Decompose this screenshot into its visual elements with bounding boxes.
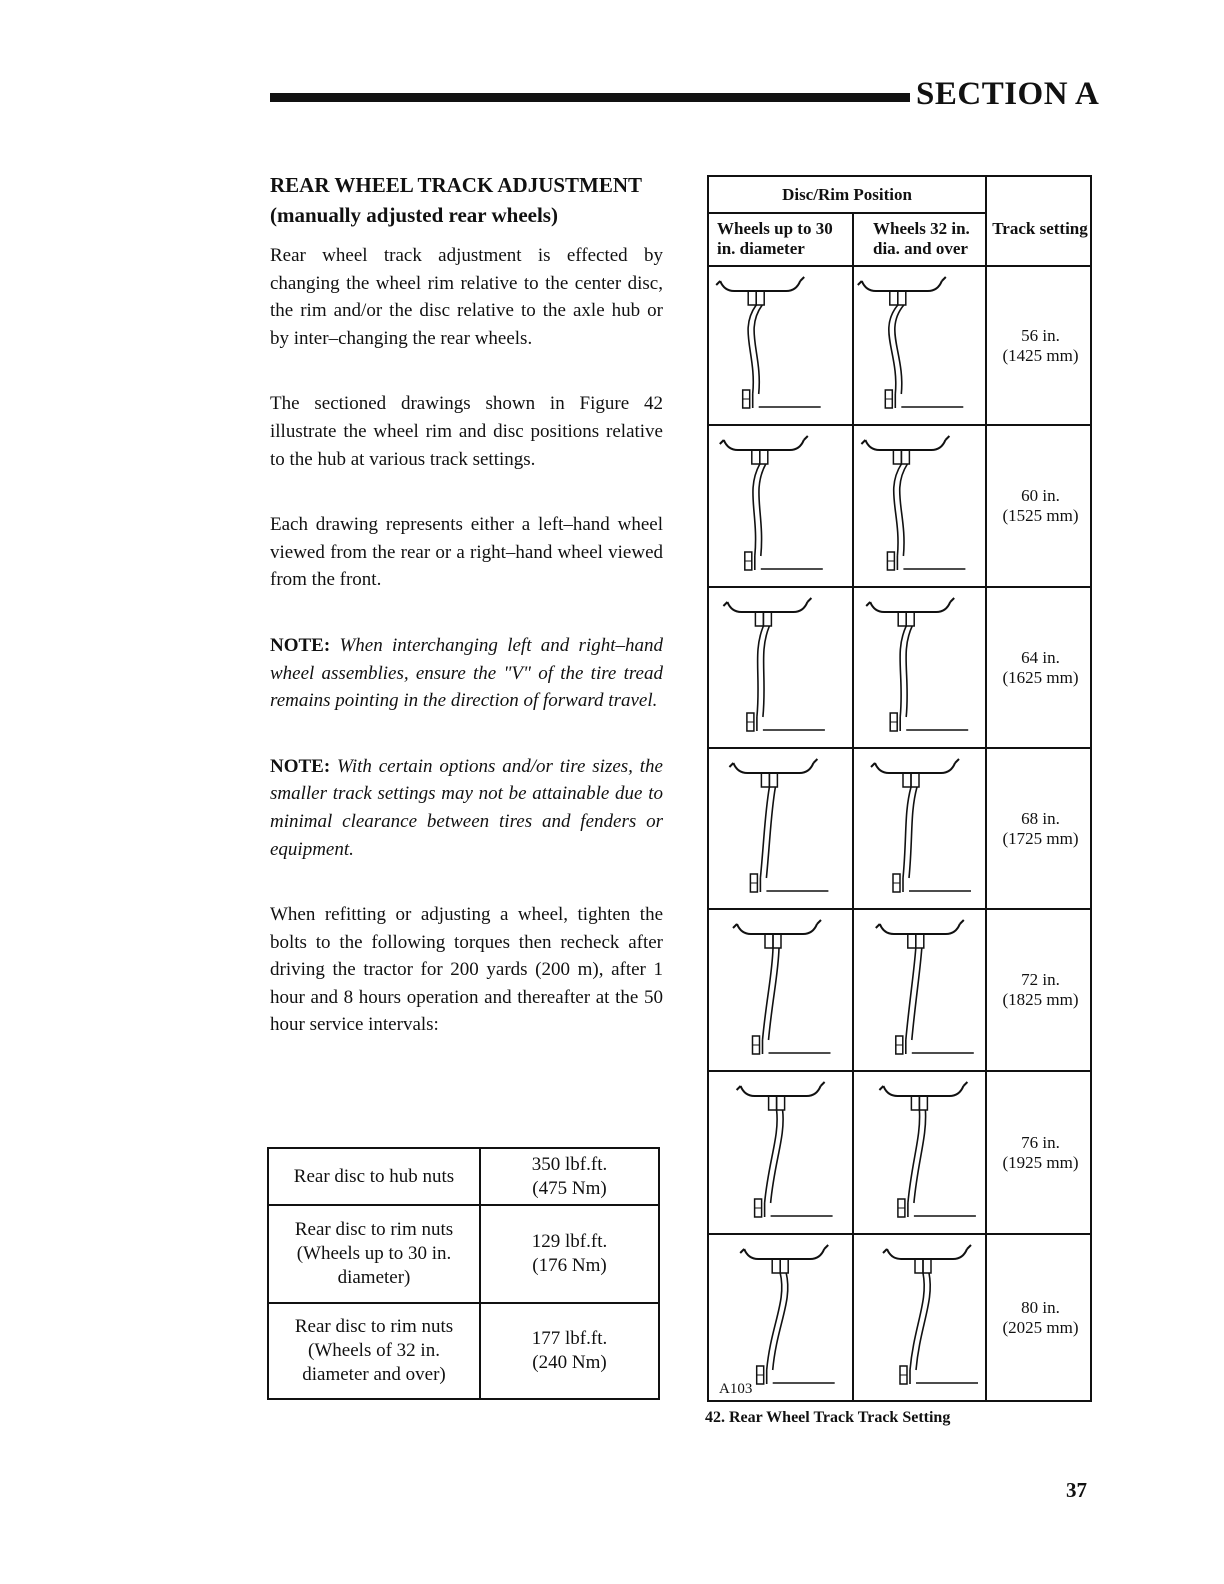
heading-title: REAR WHEEL TRACK ADJUSTMENT — [270, 173, 643, 197]
wheel-small-drawing — [711, 1074, 839, 1231]
header-rule — [270, 93, 910, 102]
wheel-large-drawing — [855, 751, 983, 906]
wheel-small-drawing — [711, 912, 839, 1068]
figure-caption: 42. Rear Wheel Track Track Setting — [705, 1409, 951, 1426]
torque-value: 129 lbf.ft. (176 Nm) — [480, 1205, 659, 1303]
track-setting-figure — [707, 175, 1092, 1402]
wheel-small-drawing — [711, 269, 839, 422]
wheel-large-drawing — [855, 590, 983, 745]
page-number: 37 — [1066, 1478, 1087, 1502]
left-column — [270, 170, 663, 1039]
note-text: With certain options and/or tire sizes, the smaller track settings may not be attainable due to minimal clearance between tires and fenders or equipment. — [270, 755, 663, 860]
torque-table — [267, 1147, 660, 1400]
track-setting-value: 60 in. (1525 mm) — [1002, 486, 1079, 525]
track-setting-value: 76 in. (1925 mm) — [1002, 1132, 1079, 1172]
torque-item: Rear disc to rim nuts (Wheels up to 30 in. diameter) — [268, 1205, 480, 1303]
note-clearance — [270, 753, 663, 863]
wheel-small-drawing — [711, 751, 839, 906]
track-setting-value: 64 in. (1625 mm) — [1002, 647, 1079, 687]
table-row — [268, 1303, 659, 1399]
wheel-small-drawing — [711, 428, 839, 584]
track-setting-value: 80 in. (2025 mm) — [1002, 1297, 1079, 1337]
header-small-wheels: Wheels up to 30 in. diameter — [717, 219, 833, 258]
wheel-large-drawing — [855, 428, 983, 584]
wheel-large-drawing — [855, 1237, 983, 1398]
note-label: NOTE: — [270, 755, 331, 777]
paragraph-intro: Rear wheel track adjustment is effected by changing the wheel rim relative to the center disc, the rim and/or the disc relative to the axle hub or by inter–changing the rear wheels. — [270, 245, 663, 349]
torque-value: 177 lbf.ft. (240 Nm) — [480, 1303, 659, 1399]
wheel-large-drawing — [855, 1074, 983, 1231]
paragraph-orientation: Each drawing represents either a left–hand wheel viewed from the rear or a right–hand wheel viewed from the front. — [270, 514, 663, 591]
note-text: When interchanging left and right–hand wheel assemblies, ensure the "V" of the tire tread remains pointing in the direction of forward travel. — [270, 634, 664, 712]
figure-code: A103 — [719, 1381, 753, 1397]
section-title: SECTION A — [916, 76, 1100, 112]
wheel-large-drawing — [855, 269, 983, 422]
track-setting-value: 72 in. (1825 mm) — [1002, 970, 1079, 1009]
wheel-small-drawing — [711, 590, 839, 745]
torque-value: 350 lbf.ft. (475 Nm) — [480, 1148, 659, 1205]
heading-subtitle: (manually adjusted rear wheels) — [270, 203, 558, 227]
wheel-small-drawing — [711, 1237, 839, 1398]
paragraph-drawings: The sectioned drawings shown in Figure 42 illustrate the wheel rim and disc positions relative to the hub at various track settings. — [270, 393, 663, 470]
note-interchange — [270, 632, 663, 715]
torque-item: Rear disc to rim nuts (Wheels of 32 in. diameter and over) — [268, 1303, 480, 1399]
header-disc-rim-position: Disc/Rim Position — [782, 185, 912, 204]
table-row — [268, 1205, 659, 1303]
header-large-wheels: Wheels 32 in. dia. and over — [873, 219, 970, 258]
wheel-large-drawing — [855, 912, 983, 1068]
table-row — [268, 1148, 659, 1205]
note-label: NOTE: — [270, 634, 331, 656]
track-setting-value: 68 in. (1725 mm) — [1002, 808, 1079, 848]
paragraph-torque: When refitting or adjusting a wheel, tighten the bolts to the following torques then recheck after driving the tractor for 200 yards (200 m), after 1 hour and 8 hours operation and thereafter at the 50 hour service intervals: — [270, 904, 663, 1036]
header-track-setting: Track setting — [992, 219, 1088, 238]
torque-item: Rear disc to hub nuts — [268, 1148, 480, 1205]
track-setting-value: 56 in. (1425 mm) — [1002, 325, 1079, 365]
